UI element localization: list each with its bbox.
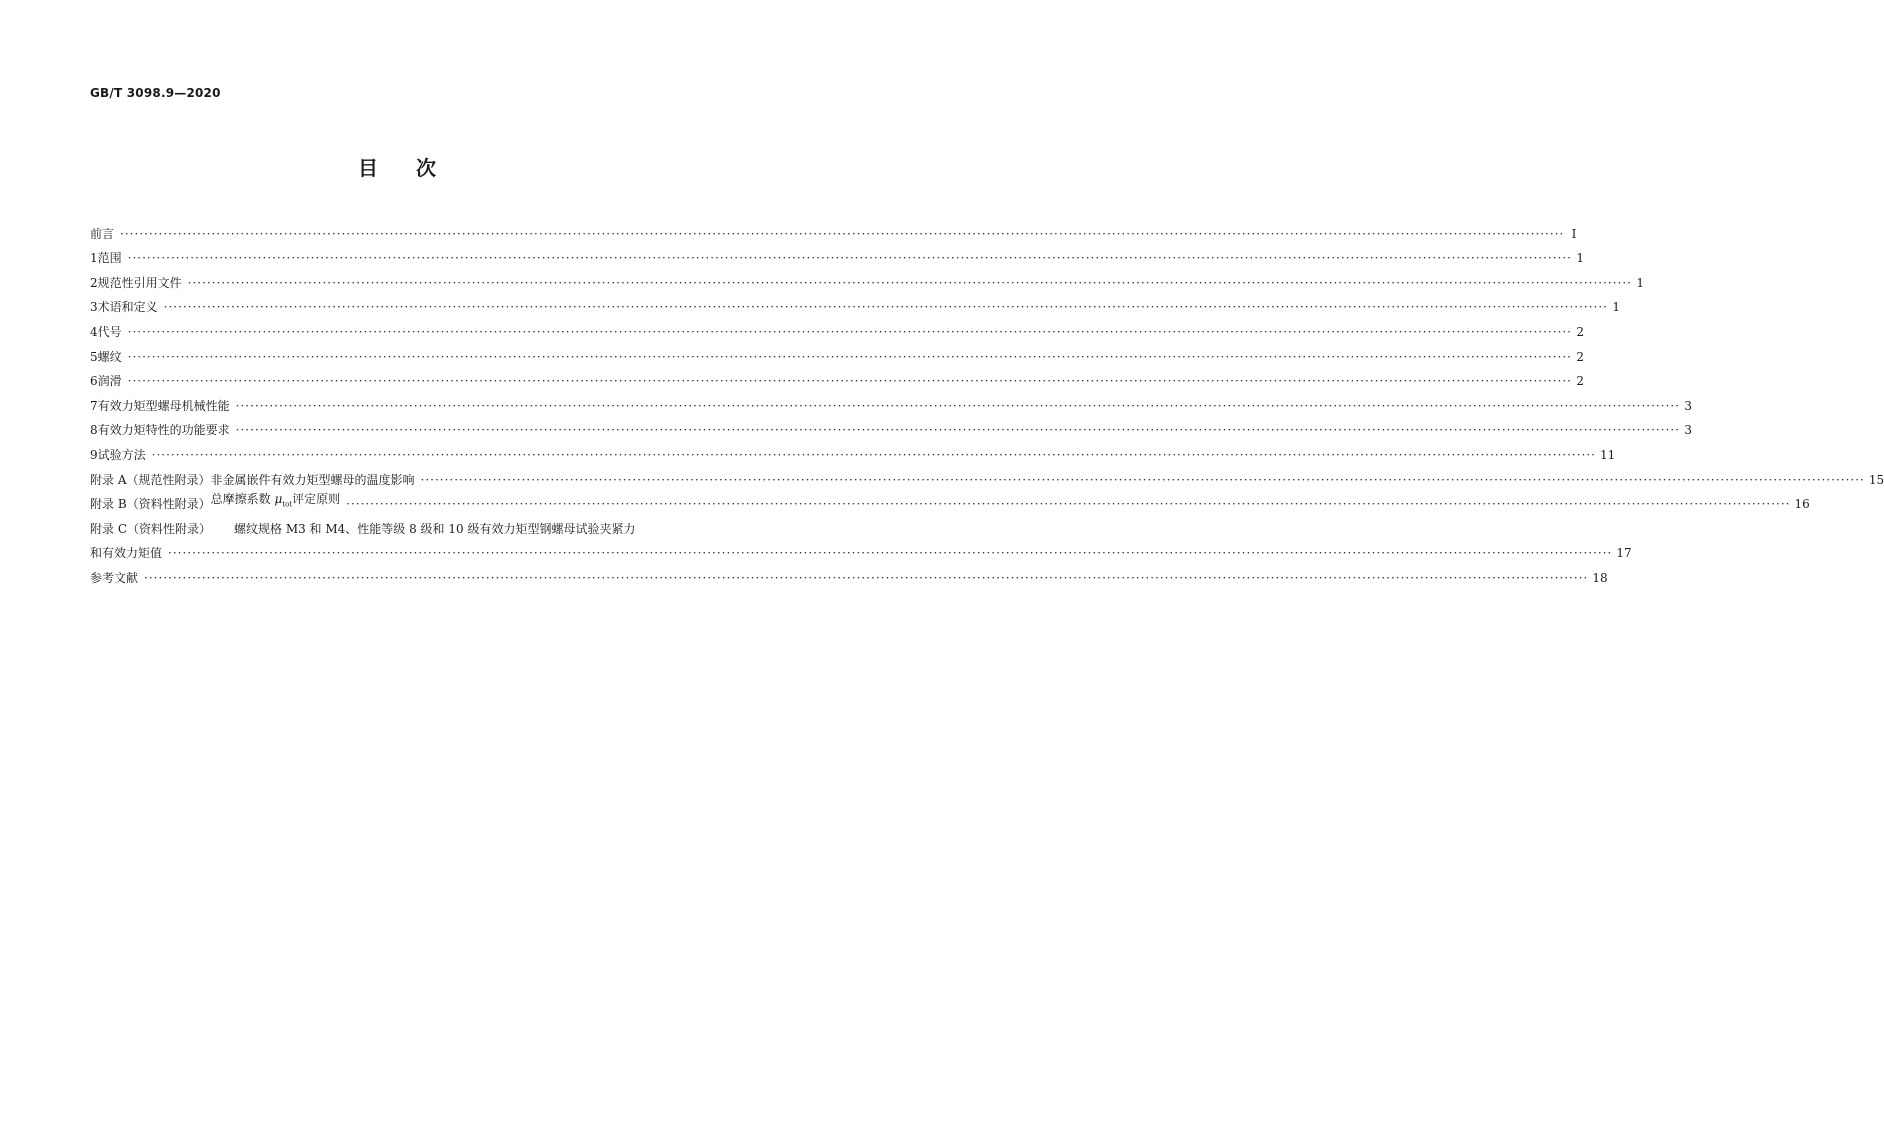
appendix-prefix: 附录 C（资料性附录） [90,521,211,536]
toc-number: 8 [90,423,98,438]
toc-entry-appendix-a[interactable] [90,462,1884,487]
toc-label: 非金属嵌件有效力矩型螺母的温度影响 [210,472,415,487]
leader-dots: ············································································································································································································································································································ [127,251,1572,266]
toc-number: 1 [90,251,98,266]
toc-number: 9 [90,447,98,462]
toc-page: 2 [1576,374,1584,389]
table-of-contents [90,216,1884,585]
toc-number: 5 [90,349,98,364]
toc-label: 螺纹 [97,349,122,364]
leader-dots: ············································································································································································································································································································ [420,472,1865,487]
toc-label: 螺纹规格 M3 和 M4、性能等级 8 级和 10 级有效力矩型钢螺母试验夹紧力 [234,521,636,536]
leader-dots: ············································································································································································································································································································ [127,349,1572,364]
toc-title-part1: 目 [358,156,378,180]
toc-page: 18 [1592,570,1608,585]
toc-number: 6 [90,374,98,389]
toc-label: 有效力矩特性的功能要求 [97,423,230,438]
appendix-prefix: 附录 B（资料性附录） [90,497,211,512]
toc-page: 2 [1576,349,1584,364]
label-after: 评定原则 [292,491,341,506]
toc-title-part2: 次 [416,156,436,180]
toc-page: 3 [1684,398,1692,413]
toc-entry-2[interactable] [90,265,1644,290]
toc-entry-appendix-c-line1[interactable] [90,511,706,536]
toc-page: 2 [1576,324,1584,339]
leader-dots: ············································································································································································································································································································ [127,374,1572,389]
toc-entry-4[interactable] [90,314,1584,339]
standard-code: GB/T 3098.9—2020 [90,86,221,100]
leader-dots: ············································································································································································································································································································ [163,300,1608,315]
toc-page: 17 [1616,546,1632,561]
toc-entry-8[interactable] [90,413,1692,438]
toc-number: 2 [90,275,98,290]
toc-number: 7 [90,398,98,413]
mu-symbol: $\mu_{tot}$ [274,491,293,509]
toc-label: 规范性引用文件 [97,275,182,290]
toc-entry-references[interactable] [90,560,1608,585]
toc-entry-appendix-c-line2[interactable] [90,536,1632,561]
toc-page: 1 [1576,251,1584,266]
leader-dots: ············································································································································································································································································································ [187,275,1632,290]
toc-entry-5[interactable] [90,339,1584,364]
toc-entry-3[interactable] [90,290,1620,315]
toc-number: 3 [90,300,98,315]
toc-entry-6[interactable] [90,364,1584,389]
toc-label: 有效力矩型螺母机械性能 [97,398,230,413]
leader-dots: ············································································································································································································································································································ [151,447,1596,462]
leader-dots: ············································································································································································································································································································ [120,226,1565,241]
toc-label: 参考文献 [90,570,139,585]
appendix-prefix: 附录 A（规范性附录） [90,472,211,487]
toc-label [211,492,341,511]
toc-label: 试验方法 [97,447,146,462]
toc-title [0,152,794,181]
toc-entry-foreword[interactable] [90,216,1577,241]
toc-page: Ⅰ [1571,226,1577,241]
toc-number: 4 [90,324,98,339]
toc-page: 1 [1612,300,1620,315]
toc-label: 术语和定义 [97,300,158,315]
toc-label: 润滑 [97,374,122,389]
toc-label: 范围 [97,251,122,266]
toc-page: 16 [1794,497,1810,512]
toc-page: 1 [1636,275,1644,290]
leader-dots: ············································································································································································································································································································ [127,324,1572,339]
toc-label: 和有效力矩值 [90,546,163,561]
leader-dots: ············································································································································································································································································································ [144,570,1589,585]
toc-entry-7[interactable] [90,388,1692,413]
leader-dots: ············································································································································································································································································································ [235,423,1680,438]
label-before: 总摩擦系数 [210,491,271,506]
toc-label: 前言 [90,226,115,241]
toc-page: 11 [1600,447,1616,462]
leader-dots: ············································································································································································································································································································ [168,546,1613,561]
toc-entry-9[interactable] [90,437,1616,462]
toc-page: 3 [1684,423,1692,438]
toc-entry-appendix-b[interactable] [90,487,1810,512]
toc-entry-1[interactable] [90,241,1584,266]
toc-label: 代号 [97,324,122,339]
leader-dots: ············································································································································································································································································································ [346,497,1791,512]
leader-dots: ············································································································································································································································································································ [235,398,1680,413]
toc-page: 15 [1868,472,1884,487]
